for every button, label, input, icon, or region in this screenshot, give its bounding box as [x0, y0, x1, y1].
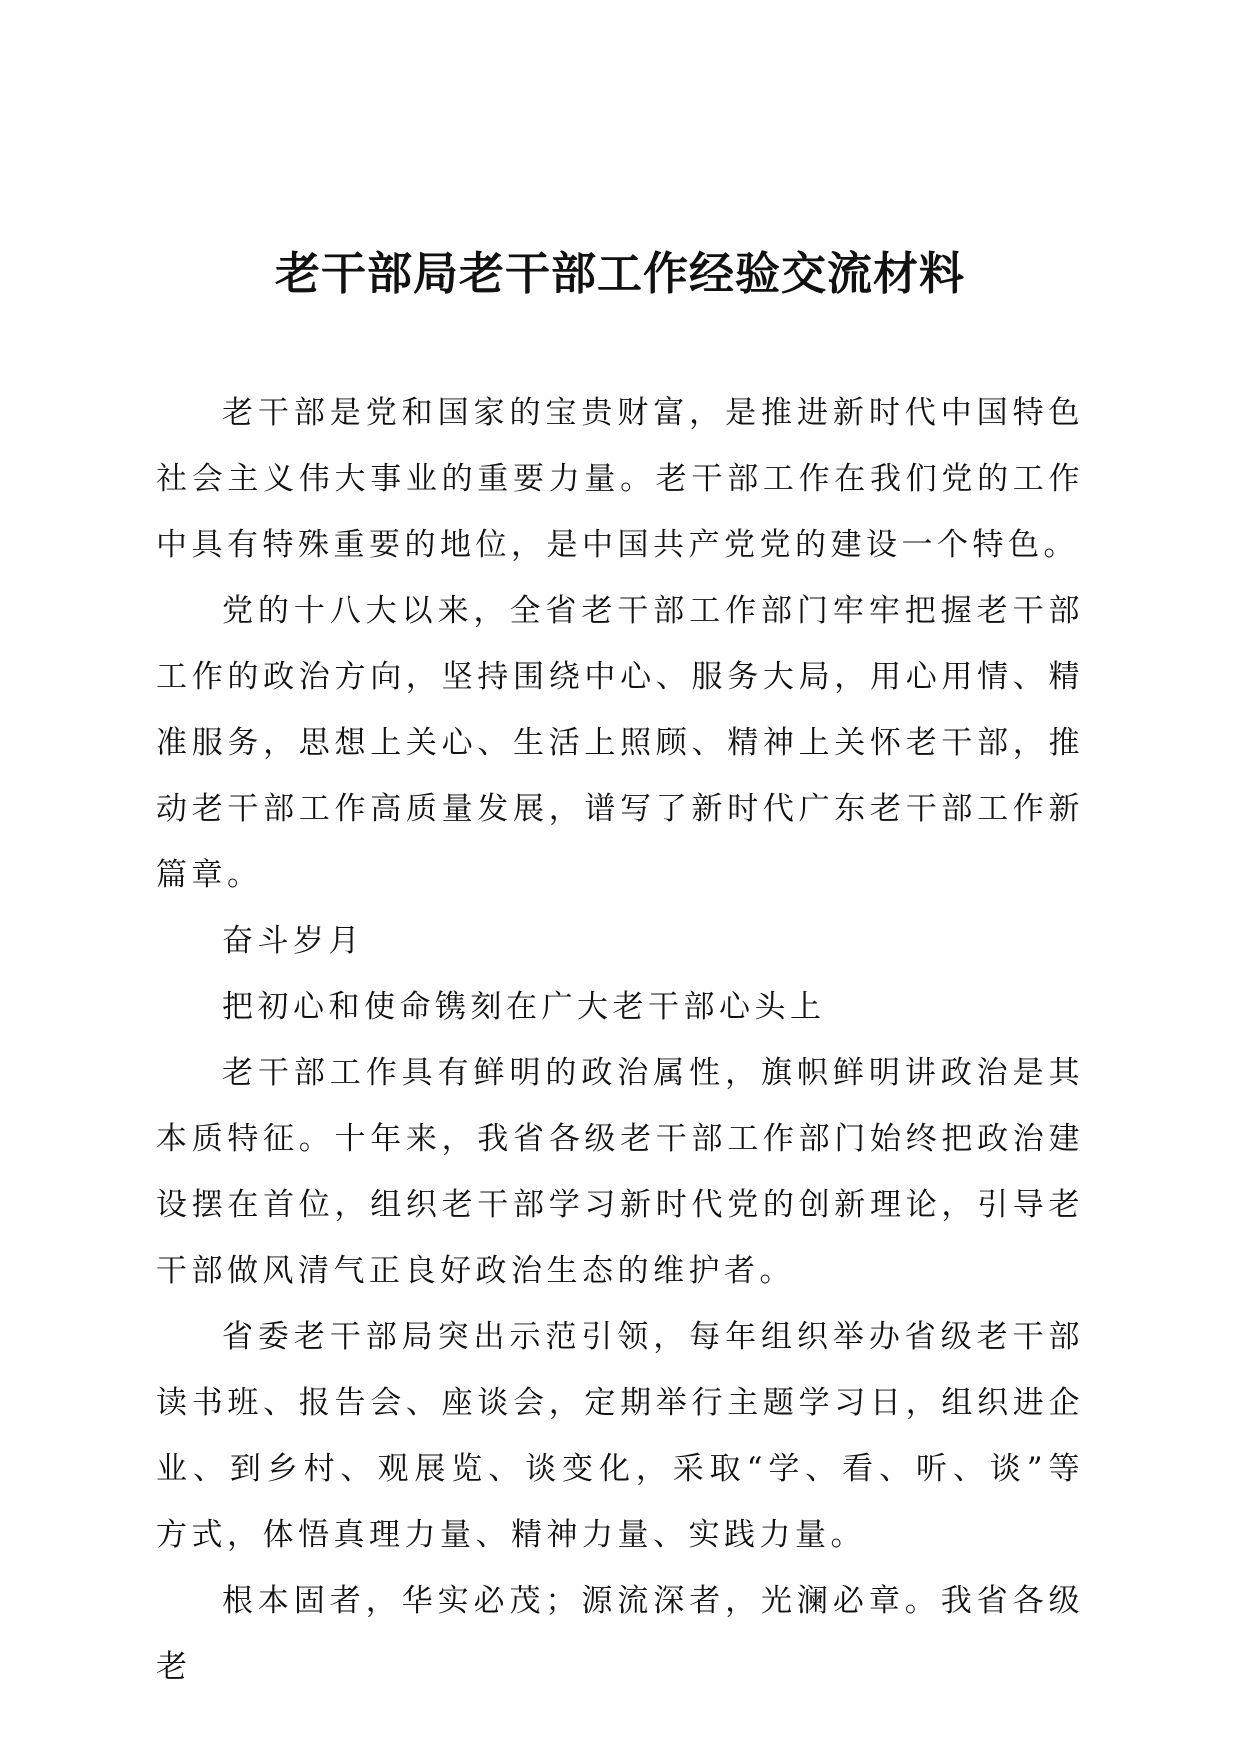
paragraph-since-18th-congress: 党的十八大以来，全省老干部工作部门牢牢把握老干部工作的政治方向，坚持围绕中心、服务大局，用心用情、精准服务，思想上关心、生活上照顾、精神上关怀老干部，推动老干部工作高质量发展，谱写了新时代广东老干部工作新篇章。	[156, 593, 1084, 893]
paragraph-political-attribute: 老干部工作具有鲜明的政治属性，旗帜鲜明讲政治是其本质特征。十年来，我省各级老干部工作部门始终把政治建设摆在首位，组织老干部学习新时代党的创新理论，引导老干部做风清气正良好政治生态的维护者。	[156, 1055, 1084, 1289]
document-title: 老干部局老干部工作经验交流材料	[274, 247, 965, 300]
section-subheading: 把初心和使命镌刻在广大老干部心头上	[222, 989, 826, 1025]
paragraph-intro: 老干部是党和国家的宝贵财富，是推进新时代中国特色社会主义伟大事业的重要力量。老干部工作在我们党的工作中具有特殊重要的地位，是中国共产党党的建设一个特色。	[156, 395, 1084, 563]
paragraph-roots: 根本固者，华实必茂；源流深者，光澜必章。我省各级老	[156, 1583, 1084, 1685]
document-body	[156, 380, 1084, 1700]
paragraph-provincial-bureau: 省委老干部局突出示范引领，每年组织举办省级老干部读书班、报告会、座谈会，定期举行主题学习日，组织进企业、到乡村、观展览、谈变化，采取“学、看、听、谈”等方式，体悟真理力量、精神力量、实践力量。	[156, 1319, 1084, 1553]
section-heading: 奋斗岁月	[222, 923, 364, 959]
